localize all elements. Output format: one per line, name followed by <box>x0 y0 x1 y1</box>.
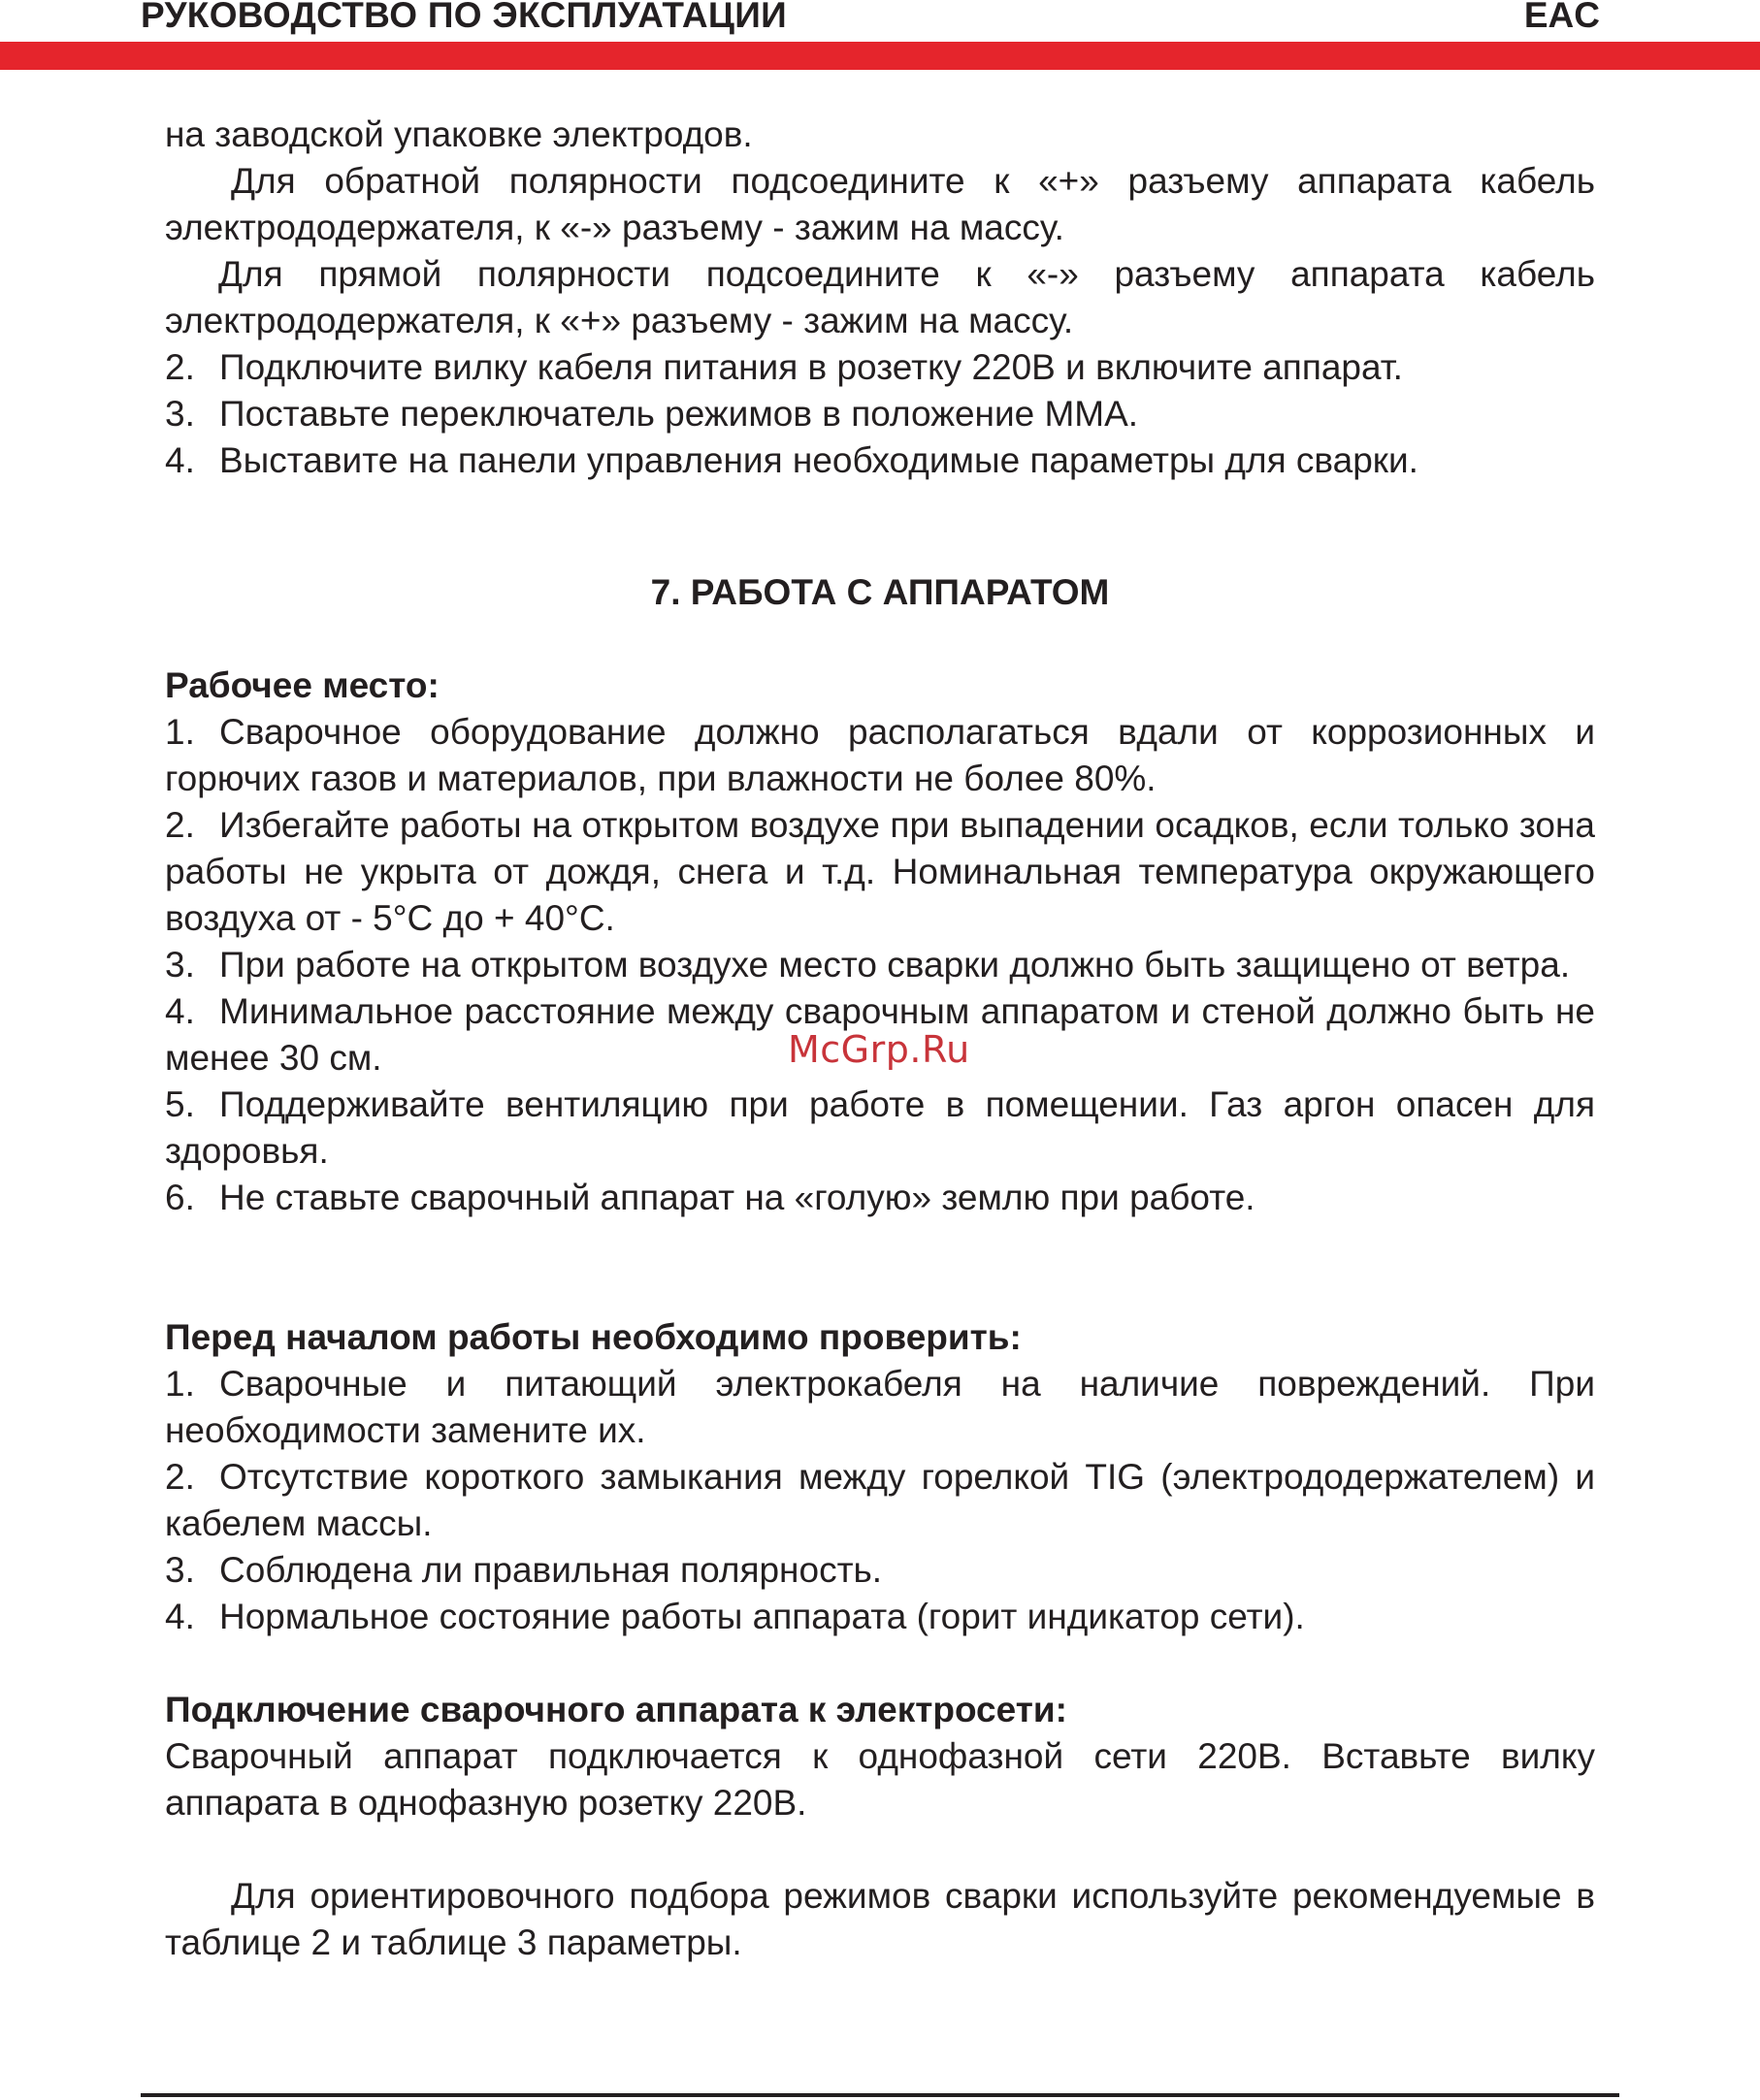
header-red-band <box>0 42 1760 70</box>
direct-polarity-paragraph: Для прямой полярности подсоедините к «-» разъему аппарата кабель электрододержателя, к «+» разъему - зажим на массу. <box>165 254 1595 340</box>
list-item: 5. Поддерживайте вентиляцию при работе в помещении. Газ аргон опасен для здоровья. <box>165 1084 1595 1171</box>
list-item: 3. Поставьте переключатель режимов в положение ММА. <box>165 394 1139 434</box>
section-title: 7. РАБОТА С АППАРАТОМ <box>650 572 1110 612</box>
watermark: McGrp.Ru <box>788 1028 970 1071</box>
intro-line: на заводской упаковке электродов. <box>165 114 753 154</box>
mains-heading: Подключение сварочного аппарата к электросети: <box>165 1690 1067 1729</box>
list-item: 1. Сварочные и питающий электрокабеля на наличие повреждений. При необходимости замените их. <box>165 1364 1595 1450</box>
spacer <box>165 1826 1595 1873</box>
list-item: 4. Нормальное состояние работы аппарата (горит индикатор сети). <box>165 1597 1305 1636</box>
list-item: 4. Минимальное расстояние между сварочным аппаратом и стеной должно быть не менее 30 см. <box>165 991 1595 1078</box>
list-item: 6. Не ставьте сварочный аппарат на «голую» землю при работе. <box>165 1178 1255 1217</box>
list-item: 2. Избегайте работы на открытом воздухе при выпадении осадков, если только зона работы не укрыта от дождя, снега и т.д. Номинальная температура окружающего воздуха от - 5°С до + 40°С. <box>165 805 1595 938</box>
list-item: 1. Сварочное оборудование должно располагаться вдали от коррозионных и горючих газов и материалов, при влажности не более 80%. <box>165 712 1595 798</box>
spacer <box>165 1640 1595 1687</box>
spacer <box>165 1221 1595 1314</box>
reverse-polarity-paragraph: Для обратной полярности подсоедините к «+» разъему аппарата кабель электрододержателя, к «-» разъему - зажим на массу. <box>165 161 1595 247</box>
list-item: 4. Выставите на панели управления необходимые параметры для сварки. <box>165 440 1418 480</box>
eac-mark: EAC <box>1523 0 1600 35</box>
mains-paragraph: Сварочный аппарат подключается к однофазной сети 220В. Вставьте вилку аппарата в однофазную розетку 220В. <box>165 1736 1595 1823</box>
footer-rule <box>141 2093 1619 2097</box>
list-item: 2. Отсутствие короткого замыкания между горелкой TIG (электрододержателем) и кабелем массы. <box>165 1457 1595 1543</box>
list-item: 3. При работе на открытом воздухе место сварки должно быть защищено от ветра. <box>165 945 1571 985</box>
list-item: 3. Соблюдена ли правильная полярность. <box>165 1550 883 1590</box>
closing-paragraph: Для ориентировочного подбора режимов сварки используйте рекомендуемые в таблице 2 и таблице 3 параметры. <box>165 1876 1595 1962</box>
list-item: 2. Подключите вилку кабеля питания в розетку 220В и включите аппарат. <box>165 347 1403 387</box>
precheck-heading: Перед началом работы необходимо проверить: <box>165 1317 1022 1357</box>
workplace-heading: Рабочее место: <box>165 665 440 705</box>
page-header-title: РУКОВОДСТВО ПО ЭКСПЛУАТАЦИИ <box>141 0 788 35</box>
